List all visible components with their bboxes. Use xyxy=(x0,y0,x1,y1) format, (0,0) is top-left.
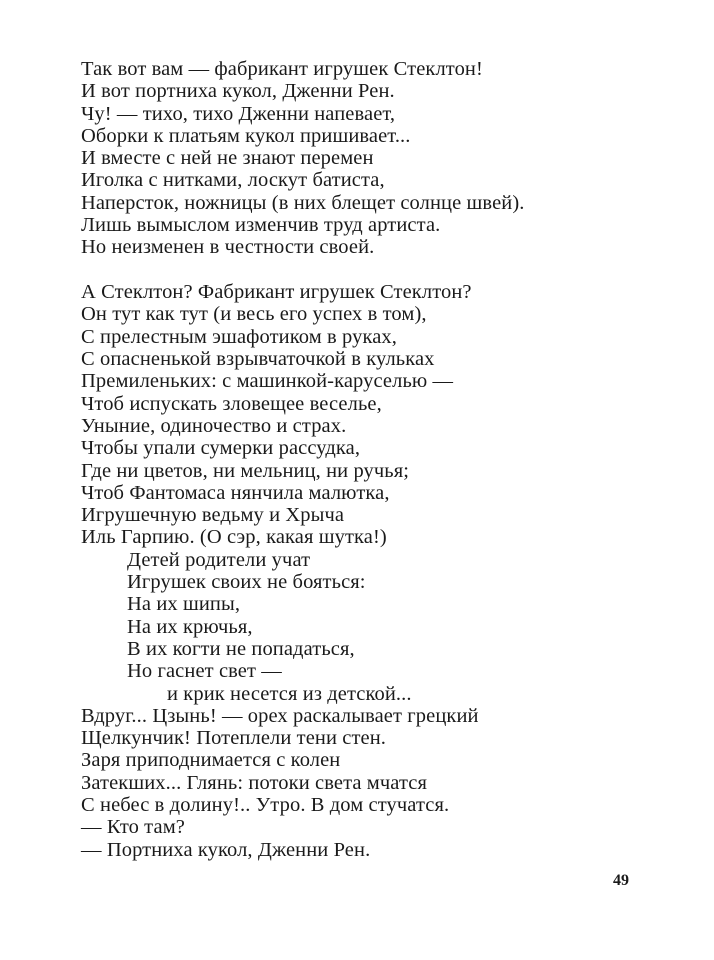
stanza-break xyxy=(81,259,641,282)
poem-line-indented: В их когти не попадаться, xyxy=(127,637,355,660)
page-number: 49 xyxy=(613,872,629,889)
poem-line: Игрушечную ведьму и Хрыча xyxy=(81,504,345,527)
poem-line-indented: Игрушек своих не бояться: xyxy=(127,571,366,594)
poem-line: Но неизменен в честности своей. xyxy=(81,236,375,259)
poem-line: Затекших... Глянь: потоки света мчатся xyxy=(81,771,427,794)
poem-line: Премиленьких: с машинкой-каруселью — xyxy=(81,370,454,393)
poem-line: Чу! — тихо, тихо Дженни напевает, xyxy=(81,102,396,125)
poem-line: Щелкунчик! Потеплели тени стен. xyxy=(81,727,387,750)
poem-line: Вдруг... Цзынь! — орех раскалывает грецкий xyxy=(81,704,479,727)
poem-line: Лишь вымыслом изменчив труд артиста. xyxy=(81,214,441,237)
poem-line: Заря приподнимается с колен xyxy=(81,749,341,772)
poem-line: Он тут как тут (и весь его успех в том), xyxy=(81,303,427,326)
poem-line: Где ни цветов, ни мельниц, ни ручья; xyxy=(81,459,410,482)
poem-line: Уныние, одиночество и страх. xyxy=(81,414,347,437)
poem-line: Чтоб испускать зловещее веселье, xyxy=(81,392,382,415)
poem-line: Наперсток, ножницы (в них блещет солнце швей). xyxy=(81,191,525,214)
poem-line: И вместе с ней не знают перемен xyxy=(81,147,374,170)
poem-line-indented: Но гаснет свет — xyxy=(127,660,282,683)
poem-line: И вот портниха кукол, Дженни Рен. xyxy=(81,80,395,103)
poem-line-indented: На их крючья, xyxy=(127,615,253,638)
poem-line: С прелестным эшафотиком в руках, xyxy=(81,325,397,348)
poem-line: С небес в долину!.. Утро. В дом стучатся. xyxy=(81,794,450,816)
poem-line: С опасненькой взрывчаточкой в кульках xyxy=(81,348,435,371)
poem-line: — Кто там? xyxy=(81,816,185,839)
poem-line: Чтоб Фантомаса нянчила малютка, xyxy=(81,481,390,504)
poem-text xyxy=(81,58,641,861)
poem-line-indented: На их шипы, xyxy=(127,593,241,616)
poem-line: Иль Гарпию. (О сэр, какая шутка!) xyxy=(81,526,387,549)
poem-line-indented: Детей родители учат xyxy=(127,548,311,571)
poem-line: А Стеклтон? Фабрикант игрушек Стеклтон? xyxy=(81,281,472,304)
poem-line: — Портниха кукол, Дженни Рен. xyxy=(81,838,371,861)
poem-line: Так вот вам — фабрикант игрушек Стеклтон! xyxy=(81,58,483,80)
poem-line-deep-indented: и крик несется из детской... xyxy=(167,682,412,705)
poem-line: Чтобы упали сумерки рассудка, xyxy=(81,437,361,460)
poem-line: Оборки к платьям кукол пришивает... xyxy=(81,124,411,147)
poem-line: Иголка с нитками, лоскут батиста, xyxy=(81,169,385,192)
